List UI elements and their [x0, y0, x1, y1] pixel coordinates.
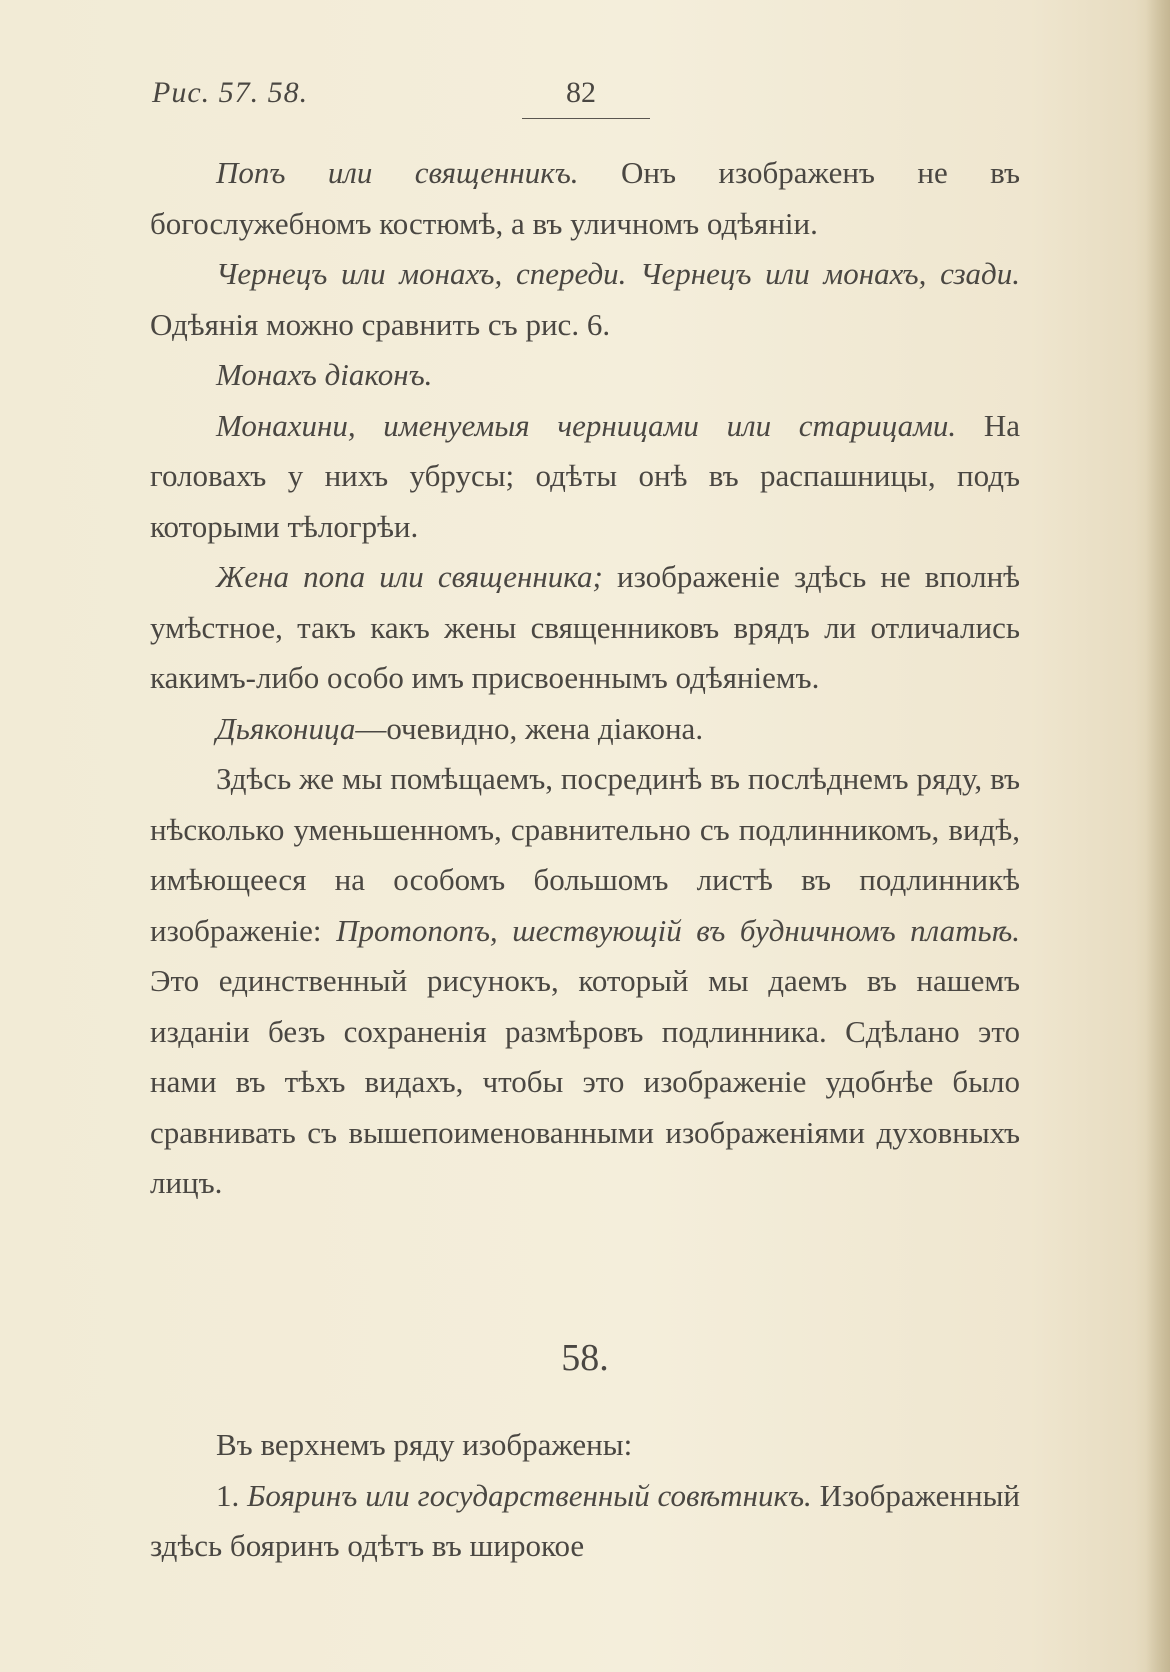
paragraph-protopop [150, 754, 1020, 1209]
paragraph-text: Одѣянія можно сравнить съ рис. 6. [150, 306, 611, 342]
paragraph-dyakonitsa [150, 704, 1020, 755]
section-text [150, 1420, 1020, 1572]
paragraph-verkhniy-ryad [150, 1420, 1020, 1471]
term-boyarin: Бояринъ или государственный совѣтникъ. [247, 1477, 812, 1513]
term-pop: Попъ или священникъ. [216, 155, 579, 190]
paragraph-chernets [150, 249, 1020, 350]
term-protopop: Протопопъ, шествующій въ будничномъ платьѣ. [336, 912, 1021, 948]
paragraph-text: Здѣсь же мы помѣщаемъ, посрединѣ въ послѣднемъ ряду, въ нѣсколько уменьшенномъ, сравнительно съ подлинникомъ, видѣ, имѣющееся на особомъ большомъ листѣ въ подлинникѣ изображеніе: [150, 761, 1020, 948]
figure-reference: Рис. 57. 58. [152, 76, 309, 109]
paragraph-zhena-popa [150, 552, 1020, 704]
paragraph-text: Въ верхнемъ ряду изображены: [216, 1427, 633, 1462]
paragraph-monakhini [150, 401, 1020, 553]
term-monakhini: Монахини, именуемыя черницами или старицами. [216, 407, 957, 443]
paragraph-boyarin [150, 1471, 1020, 1572]
running-header [0, 68, 1170, 118]
term-zhena-popa: Жена попа или священника; [216, 559, 603, 594]
paragraph-monakh-diakon [150, 350, 1020, 401]
page-number: 82 [566, 76, 596, 109]
paragraph-text: На головахъ у нихъ убрусы; одѣты онѣ въ распашницы, подъ которыми тѣлогрѣи. [150, 407, 1020, 544]
paragraph-text: Изображенный здѣсь бояринъ одѣтъ въ широкое [150, 1477, 1021, 1563]
paragraph-pop [150, 148, 1020, 249]
page-edge-shadow [1146, 0, 1170, 1672]
paragraph-text: —очевидно, жена діакона. [355, 710, 704, 746]
term-dyakonitsa: Дьяконица [216, 710, 356, 746]
list-number: 1. [216, 1477, 248, 1513]
paragraph-text: изображеніе здѣсь не вполнѣ умѣстное, такъ какъ жены священниковъ врядъ ли отличались какимъ-либо особо имъ присвоеннымъ одѣяніемъ. [150, 559, 1021, 695]
paragraph-text: Это единственный рисунокъ, который мы даемъ въ нашемъ изданіи безъ сохраненія размѣровъ подлинника. Сдѣлано это нами въ тѣхъ видахъ, чтобы это изображеніе удобнѣе было сравнивать съ вышепоименованными изображеніями духовныхъ лицъ. [150, 963, 1020, 1200]
paragraph-text: Онъ изображенъ не въ богослужебномъ костюмѣ, а въ уличномъ одѣяніи. [150, 155, 1021, 241]
section-number: 58. [561, 1337, 609, 1379]
term-monakh-diakon: Монахъ діаконъ. [216, 357, 433, 392]
main-text [150, 148, 1020, 1209]
header-rule [522, 118, 650, 119]
term-chernets: Чернецъ или монахъ, спереди. Чернецъ или монахъ, сзади. [216, 256, 1020, 291]
